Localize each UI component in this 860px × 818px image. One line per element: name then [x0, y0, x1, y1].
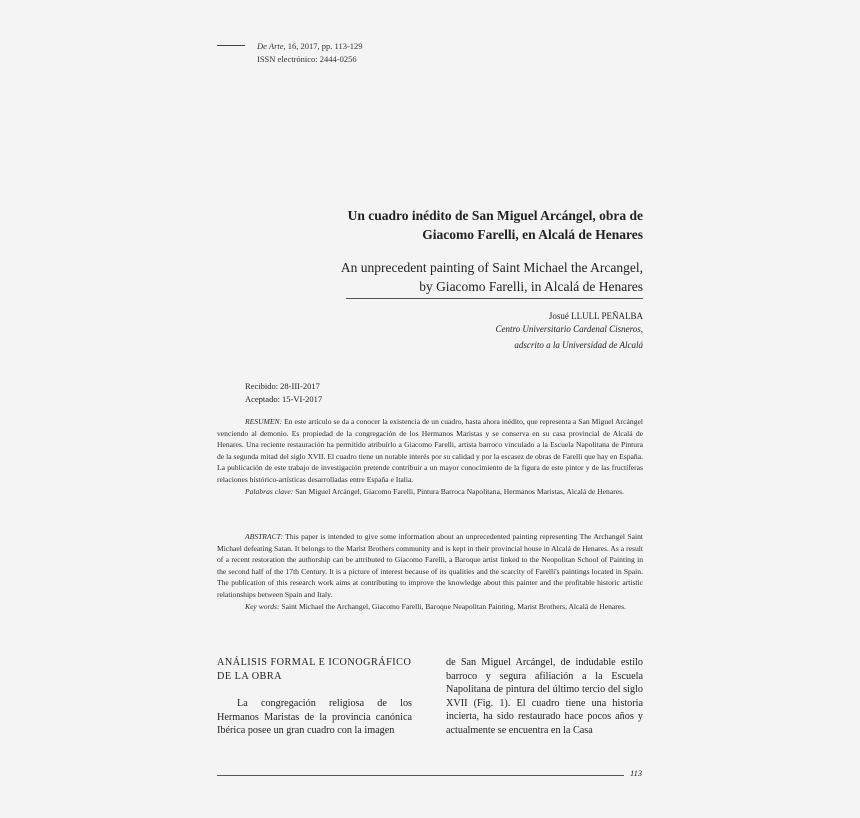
title-spanish	[223, 206, 643, 244]
key-words-paragraph	[217, 601, 643, 613]
citation-details: , 16, 2017, pp. 113-129	[283, 41, 363, 51]
body-paragraph-right: de San Miguel Arcángel, de indudable estilo barroco y segura afiliación a la Escuela Napolitana de pintura del último tercio del siglo XVII (Fig. 1). El cuadro tiene una historia incierta, ha sido restaurado hace pocos años y actualmente se encuentra en la Casa	[446, 657, 643, 736]
abstract-paragraph	[217, 531, 643, 601]
author-name: Josué LLULL PEÑALBA	[548, 311, 643, 321]
key-words-text: Saint Michael the Archangel, Giacomo Farelli, Baroque Neapolitan Painting, Marist Brothers, Alcalá de Henares.	[279, 601, 627, 611]
dates-block	[245, 380, 322, 406]
journal-name: De Arte	[257, 41, 284, 51]
title-spanish-line-1: Un cuadro inédito de San Miguel Arcángel, obra de	[347, 208, 643, 223]
body-column-right	[446, 656, 643, 738]
title-english	[223, 258, 643, 296]
accepted-date: Aceptado: 15-VI-2017	[245, 394, 323, 404]
footer-rule	[217, 775, 624, 776]
author-affiliation	[495, 321, 643, 353]
title-spanish-line-2: Giacomo Farelli, en Alcalá de Henares	[422, 227, 643, 242]
resumen-text: En este artículo se da a conocer la existencia de un cuadro, hasta ahora inédito, que representa a San Miguel Arcángel venciendo al demonio. Es propiedad de la congregación de los Hermanos Maristas y se conserva en su casa provincial de Alcalá de Henares. Una reciente restauración ha permitido atribuírlo a Giacomo Farelli, artista barroco vinculado a la Escuela Napolitana de Pintura de la segunda mitad del siglo XVII. El cuadro tiene un notable interés por su calidad y por la escasez de obras de Farelli que hay en España. La publicación de este trabajo de investigación pretende contribuir a un mayor conocimiento de la figura de este pintor y de las fructíferas relaciones histórico-artísticas desarrolladas entre España e Italia.	[217, 417, 643, 484]
resumen-label: RESUMEN:	[245, 417, 283, 426]
issn: ISSN electrónico: 2444-0256	[257, 54, 357, 64]
body-paragraph-left: La congregación religiosa de los Hermanos Maristas de la provincia canónica Ibérica posee un gran cuadro con la imagen	[217, 698, 412, 737]
section-heading: ANÁLISIS FORMAL E ICONOGRÁFICO DE LA OBRA	[217, 657, 412, 682]
abstract-label: ABSTRACT:	[245, 532, 283, 541]
abstract-english	[217, 531, 643, 612]
abstract-text: This paper is intended to give some information about an unprecedented painting representing The Archangel Saint Michael defeating Satan. It belongs to the Marist Brothers community and is kept in their provincial house in Alcalá de Henares. As a result of a recent restoration the authorship can be attributed to Giacomo Farelli, a Baroque artist linked to the Neopolitan School of Painting in the second half of the 17th Century. It is a picture of interest because of its qualities and the scarcity of Farelli's paintings located in Spain. The publication of this research work aims at contributing to improve the knowledge about this painter and the profitable historic artistic relationships between Spain and Italy.	[217, 532, 643, 599]
citation-block	[257, 40, 363, 66]
title-rule	[346, 298, 643, 299]
body-column-left	[217, 656, 412, 738]
journal-citation	[257, 40, 363, 53]
abstract-spanish	[217, 416, 643, 497]
title-english-line-2: by Giacomo Farelli, in Alcalá de Henares	[419, 279, 643, 294]
received-date: Recibido: 28-III-2017	[245, 381, 320, 391]
affiliation-line-2: adscrito a la Universidad de Alcalá	[514, 340, 643, 350]
key-words-label: Key words:	[245, 601, 280, 611]
palabras-clave-paragraph	[217, 486, 643, 498]
header-rule	[217, 45, 245, 46]
page-number: 113	[630, 768, 643, 778]
title-english-line-1: An unprecedent painting of Saint Michael the Arcangel,	[340, 260, 643, 275]
resumen-paragraph	[217, 416, 643, 486]
affiliation-line-1: Centro Universitario Cardenal Cisneros,	[495, 324, 643, 334]
palabras-clave-text: San Miguel Arcángel, Giacomo Farelli, Pintura Barroca Napolitana, Hermanos Maristas, Alcalá de Henares.	[293, 486, 624, 496]
palabras-clave-label: Palabras clave:	[245, 486, 294, 496]
